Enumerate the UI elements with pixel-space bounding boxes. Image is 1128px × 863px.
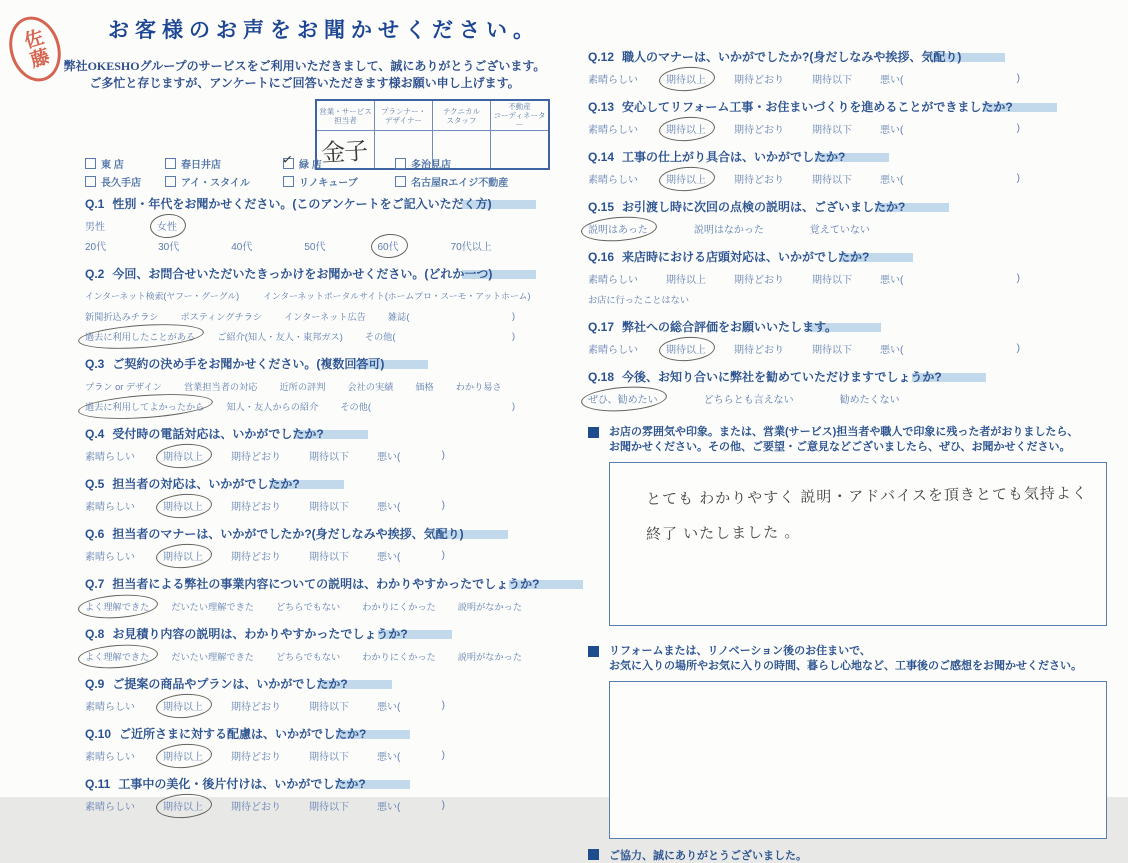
- question-text: 工事中の美化・後片付けは、いかがでしたか?: [118, 777, 366, 791]
- question-text: 工事の仕上がり具合は、いかがでしたか?: [622, 150, 846, 164]
- answer-option[interactable]: 説明はなかった: [693, 225, 764, 236]
- option-row: [85, 287, 585, 304]
- question-number: Q.8: [85, 627, 105, 641]
- question-block: [85, 477, 585, 514]
- square-bullet-icon: [588, 646, 599, 657]
- answer-option-selected[interactable]: 期待以上: [163, 798, 203, 813]
- closing-line: [588, 847, 1098, 863]
- handwritten-comment-line: とても わかりやすく 説明・アドバイスを頂きとても気持よく: [645, 484, 1088, 509]
- answer-option[interactable]: 期待以下: [309, 552, 349, 563]
- answer-option[interactable]: インターネット広告: [284, 311, 366, 322]
- paren-close: ): [441, 750, 445, 761]
- comment-heading-line2: お気に入りの場所やお気に入りの時間、暮らし心地など、工事後のご感想をお聞かせください。: [609, 660, 1082, 672]
- question-title: [85, 427, 585, 442]
- answer-option[interactable]: 会社の実績: [347, 381, 394, 392]
- question-number: Q.1: [85, 197, 105, 211]
- answer-option[interactable]: どちらとも言えない: [703, 395, 794, 406]
- answer-option[interactable]: 期待以下: [812, 175, 852, 186]
- answer-option[interactable]: 素晴らしい: [588, 275, 638, 286]
- option-row: [85, 397, 515, 414]
- answer-option[interactable]: 素晴らしい: [85, 502, 135, 513]
- question-text: お見積り内容の説明は、わかりやすかったでしょうか?: [112, 627, 408, 641]
- answer-option[interactable]: 素晴らしい: [588, 175, 638, 186]
- square-bullet-icon: [588, 849, 599, 860]
- square-bullet-icon: [588, 427, 599, 438]
- store-label: 長久手店: [101, 178, 141, 189]
- answer-option[interactable]: ご紹介(知人・友人・東邦ガス): [217, 331, 343, 342]
- answer-option[interactable]: 素晴らしい: [588, 75, 638, 86]
- paren-close: ): [1016, 73, 1020, 84]
- comment-section: [588, 644, 1098, 839]
- question-number: Q.4: [85, 427, 105, 441]
- question-title: [588, 250, 1098, 265]
- answer-option[interactable]: 期待どおり: [734, 125, 784, 136]
- store-label: リノキューブ: [299, 178, 358, 189]
- question-text: お引渡し時に次回の点検の説明は、ございましたか?: [622, 200, 906, 214]
- answer-option[interactable]: 30代: [158, 242, 180, 253]
- comment-heading-line1: お店の雰囲気や印象。または、営業(サービス)担当者や職人で印象に残った者がおりましたら、: [609, 426, 1079, 438]
- question-number: Q.17: [588, 320, 615, 334]
- option-row: [85, 497, 445, 514]
- option-row: [588, 170, 1020, 187]
- store-checkbox[interactable]: [281, 151, 294, 169]
- option-row: [85, 597, 585, 614]
- paren-close: ): [441, 800, 445, 811]
- question-title: [85, 197, 585, 212]
- store-checkbox[interactable]: [395, 176, 406, 187]
- question-block: [85, 527, 585, 564]
- comment-section: [588, 425, 1098, 626]
- handwritten-comment-line: 終了 いたしました 。: [645, 524, 801, 544]
- question-title: [85, 577, 585, 592]
- greeting-line-2: ご多忙と存じますが、アンケートにご回答いただきます様お願い申し上げます。: [89, 76, 520, 90]
- hanko-stamp: 佐藤: [1, 10, 68, 88]
- answer-option[interactable]: 新聞折込みチラシ: [85, 311, 159, 322]
- answer-option[interactable]: お店に行ったことはない: [588, 294, 690, 305]
- question-text: 受付時の電話対応は、いかがでしたか?: [112, 427, 324, 441]
- answer-option[interactable]: 期待どおり: [231, 802, 281, 813]
- answer-option[interactable]: 素晴らしい: [85, 752, 135, 763]
- answer-option[interactable]: 素晴らしい: [588, 125, 638, 136]
- page-title: お客様のお声をお聞かせください。: [108, 19, 540, 42]
- store-checkbox[interactable]: [283, 176, 294, 187]
- questions-column-left: [85, 197, 585, 827]
- checkmark-icon: ✓: [281, 151, 294, 168]
- question-number: Q.5: [85, 477, 105, 491]
- question-number: Q.15: [588, 200, 615, 214]
- store-checkbox[interactable]: [165, 176, 176, 187]
- option-row: [85, 797, 445, 814]
- answer-option[interactable]: 悪い(: [377, 452, 401, 463]
- question-block: [85, 677, 585, 714]
- answer-option[interactable]: 悪い(: [377, 502, 401, 513]
- question-text: 担当者の対応は、いかがでしたか?: [112, 477, 300, 491]
- answer-option[interactable]: 悪い(: [880, 125, 904, 136]
- greeting-text: [52, 58, 557, 92]
- answer-option[interactable]: わかりにくかった: [362, 651, 436, 662]
- paren-close: ): [441, 450, 445, 461]
- comment-heading-lines: [609, 425, 1078, 455]
- question-block: [85, 727, 585, 764]
- answer-option[interactable]: 営業担当者の対応: [183, 381, 258, 392]
- paren-close: ): [511, 310, 515, 321]
- answer-option-selected[interactable]: 期待以上: [163, 748, 203, 763]
- answer-option[interactable]: 価格: [415, 381, 434, 392]
- staff-column-label-line2: スタッフ: [446, 115, 477, 125]
- question-text: 職人のマナーは、いかがでしたか?(身だしなみや挨拶、気配り): [622, 50, 962, 64]
- question-number: Q.2: [85, 267, 105, 281]
- answer-option[interactable]: 期待以下: [309, 752, 349, 763]
- answer-option[interactable]: 期待以下: [812, 75, 852, 86]
- answer-option[interactable]: 勧めたくない: [839, 395, 900, 406]
- question-number: Q.11: [85, 777, 111, 791]
- answer-option[interactable]: 期待どおり: [734, 75, 784, 86]
- question-title: [85, 777, 585, 792]
- answer-option[interactable]: 素晴らしい: [85, 702, 135, 713]
- store-label: 多治見店: [411, 160, 451, 171]
- question-text: 今回、お問合せいただいたきっかけをお聞かせください。(どれか一つ): [112, 267, 493, 281]
- question-text: 安心してリフォーム工事・お住まいづくりを進めることができましたか?: [622, 100, 1013, 114]
- paren-close: ): [441, 700, 445, 711]
- store-option: [395, 174, 508, 189]
- staff-column-label-line2: デザイナー: [385, 115, 422, 125]
- question-text: 今後、お知り合いに弊社を勧めていただけますでしょうか?: [622, 370, 942, 384]
- option-row: [588, 220, 1098, 237]
- answer-option[interactable]: 悪い(: [377, 702, 401, 713]
- answer-option[interactable]: 悪い(: [377, 552, 401, 563]
- questions-column-right: [588, 50, 1098, 863]
- answer-option-selected[interactable]: 期待以上: [666, 121, 706, 136]
- question-block: [85, 777, 585, 814]
- answer-option-selected[interactable]: 過去に利用してよかったから: [85, 399, 204, 413]
- question-text: 来店時における店頭対応は、いかがでしたか?: [622, 250, 870, 264]
- paren-close: ): [1016, 273, 1020, 284]
- option-row: [85, 327, 515, 344]
- question-block: [588, 100, 1098, 137]
- answer-option[interactable]: 素晴らしい: [85, 552, 135, 563]
- answer-option[interactable]: その他(: [340, 401, 371, 412]
- staff-column-header: [375, 100, 433, 131]
- answer-option-selected[interactable]: 期待以上: [163, 698, 203, 713]
- question-block: [588, 370, 1098, 407]
- option-row: [588, 120, 1020, 137]
- option-row: [85, 307, 515, 324]
- answer-option[interactable]: 期待以下: [309, 502, 349, 513]
- store-checkbox[interactable]: [395, 158, 406, 169]
- question-number: Q.9: [85, 677, 105, 691]
- question-number: Q.3: [85, 357, 105, 371]
- question-block: [85, 427, 585, 464]
- answer-option[interactable]: 70代以上: [450, 242, 492, 253]
- answer-option[interactable]: 素晴らしい: [85, 802, 135, 813]
- answer-option[interactable]: 素晴らしい: [85, 452, 135, 463]
- question-block: [85, 197, 585, 254]
- answer-option[interactable]: だいたい理解できた: [171, 601, 254, 612]
- answer-option[interactable]: 期待以上: [666, 275, 706, 286]
- paren-close: ): [1016, 123, 1020, 134]
- question-title: [85, 477, 585, 492]
- answer-option-selected[interactable]: 期待以上: [163, 548, 203, 563]
- question-block: [85, 357, 585, 414]
- option-row: [85, 647, 585, 664]
- staff-column-label-line1: テクニカル: [442, 106, 481, 116]
- answer-option[interactable]: その他(: [364, 331, 396, 342]
- question-block: [588, 320, 1098, 357]
- store-label: 緑 店: [299, 160, 322, 171]
- paren-close: ): [511, 330, 515, 341]
- answer-option[interactable]: 期待以下: [812, 125, 852, 136]
- store-option: [283, 174, 395, 189]
- answer-option-selected[interactable]: よく理解できた: [85, 649, 149, 663]
- answer-option[interactable]: 説明がなかった: [457, 651, 523, 662]
- question-title: [85, 267, 585, 282]
- comment-textbox[interactable]: [609, 681, 1107, 839]
- closing-text: ご協力、誠にありがとうございました。: [609, 850, 807, 862]
- answer-option[interactable]: 期待以下: [812, 275, 852, 286]
- answer-option[interactable]: インターネット検索(ヤフー・グーグル): [85, 291, 240, 301]
- question-number: Q.6: [85, 527, 105, 541]
- comment-heading: [588, 425, 1098, 455]
- answer-option[interactable]: 期待どおり: [231, 502, 281, 513]
- answer-option[interactable]: 期待以下: [309, 452, 349, 463]
- question-title: [85, 357, 585, 372]
- option-row: [588, 390, 1098, 407]
- answer-option[interactable]: 近所の評判: [279, 381, 326, 392]
- answer-option[interactable]: わかりにくかった: [362, 601, 436, 612]
- answer-option[interactable]: 男性: [85, 222, 105, 233]
- answer-option[interactable]: 期待どおり: [231, 702, 281, 713]
- answer-option-selected[interactable]: 60代: [378, 238, 399, 253]
- staff-name-handwritten: 金子: [320, 137, 368, 168]
- question-title: [588, 320, 1098, 335]
- answer-option[interactable]: 悪い(: [880, 175, 904, 186]
- answer-option[interactable]: わかり易さ: [455, 381, 502, 392]
- answer-option[interactable]: どちらでもない: [276, 601, 341, 612]
- answer-option-selected[interactable]: 女性: [157, 218, 177, 233]
- store-label: アイ・スタイル: [181, 178, 250, 189]
- answer-option[interactable]: 期待どおり: [734, 175, 784, 186]
- answer-option-selected[interactable]: ぜひ、勧めたい: [588, 391, 658, 406]
- store-option: [85, 156, 165, 171]
- question-text: 担当者のマナーは、いかがでしたか?(身だしなみや挨拶、気配り): [112, 527, 464, 541]
- paren-close: ): [511, 400, 515, 411]
- answer-option-selected[interactable]: 期待以上: [163, 448, 203, 463]
- answer-option[interactable]: どちらでもない: [276, 651, 341, 662]
- answer-option[interactable]: 悪い(: [377, 752, 401, 763]
- question-title: [588, 370, 1098, 385]
- answer-option[interactable]: 知人・友人からの紹介: [226, 401, 319, 412]
- answer-option-selected[interactable]: 期待以上: [666, 171, 706, 186]
- answer-option[interactable]: 40代: [231, 242, 253, 253]
- question-title: [85, 527, 585, 542]
- comment-heading-lines: [609, 644, 1082, 674]
- question-number: Q.13: [588, 100, 615, 114]
- greeting-line-1: 弊社OKESHOグループのサービスをご利用いただきまして、誠にありがとうございます。: [63, 59, 546, 73]
- answer-option-selected[interactable]: 期待以上: [163, 498, 203, 513]
- store-option: [165, 174, 283, 189]
- answer-option[interactable]: インターネットポータルサイト(ホームプロ・スーモ・アットホーム): [263, 291, 531, 301]
- answer-option-selected[interactable]: 期待以上: [666, 71, 706, 86]
- question-number: Q.12: [588, 50, 615, 64]
- answer-option[interactable]: 20代: [85, 242, 107, 253]
- option-row: [588, 290, 1098, 307]
- staff-column-header: [316, 100, 375, 131]
- store-checkbox[interactable]: [85, 176, 96, 187]
- store-option: [85, 174, 165, 189]
- answer-option-selected[interactable]: よく理解できた: [85, 599, 149, 613]
- comment-heading: [588, 644, 1098, 674]
- staff-column-label-line2: コーディネーター: [493, 111, 546, 129]
- question-title: [588, 150, 1098, 165]
- question-block: [588, 50, 1098, 87]
- answer-option[interactable]: 期待以下: [309, 702, 349, 713]
- staff-column-label-line1: 営業・サービス: [319, 106, 372, 116]
- question-text: ご契約の決め手をお聞かせください。(複数回答可): [112, 357, 385, 371]
- answer-option[interactable]: 期待どおり: [734, 275, 784, 286]
- option-row: [588, 70, 1020, 87]
- store-option: [165, 156, 283, 171]
- store-option: [395, 156, 508, 171]
- staff-column-label-line1: 不動産: [508, 102, 531, 111]
- option-row: [85, 747, 445, 764]
- store-checkbox[interactable]: [85, 158, 96, 169]
- option-row: [588, 270, 1020, 287]
- question-number: Q.7: [85, 577, 105, 591]
- question-title: [588, 50, 1098, 65]
- comment-sections: [588, 425, 1098, 839]
- answer-option-selected[interactable]: 過去に利用したことがある: [85, 329, 195, 343]
- store-row: [85, 174, 508, 189]
- store-checkbox[interactable]: [165, 158, 176, 169]
- paren-close: ): [1016, 343, 1020, 354]
- staff-column-label-line1: プランナー・: [381, 106, 426, 116]
- paren-close: ): [1016, 173, 1020, 184]
- answer-option[interactable]: 雑誌(: [387, 311, 410, 322]
- staff-column-label-line2: 担当者: [334, 115, 357, 125]
- option-row: [85, 377, 585, 394]
- answer-option[interactable]: 期待どおり: [231, 552, 281, 563]
- option-row: [588, 340, 1020, 357]
- option-row: [85, 547, 445, 564]
- answer-option[interactable]: 悪い(: [880, 345, 904, 356]
- option-row: [85, 447, 445, 464]
- answer-option-selected[interactable]: 説明はあった: [588, 221, 648, 236]
- question-number: Q.10: [85, 727, 112, 741]
- comment-heading-line1: リフォームまたは、リノベーション後のお住まいで、: [609, 645, 871, 657]
- option-row: [85, 217, 585, 234]
- option-row: [85, 237, 585, 254]
- answer-option[interactable]: 期待どおり: [231, 752, 281, 763]
- question-title: [85, 627, 585, 642]
- question-title: [588, 200, 1098, 215]
- question-block: [588, 250, 1098, 307]
- answer-option[interactable]: 期待以下: [812, 345, 852, 356]
- questions-right-list: [588, 50, 1098, 407]
- store-label: 名古屋Rエイジ不動産: [411, 178, 509, 189]
- answer-option[interactable]: 期待どおり: [734, 345, 784, 356]
- question-block: [588, 200, 1098, 237]
- question-title: [85, 727, 585, 742]
- answer-option[interactable]: 期待以下: [309, 802, 349, 813]
- answer-option[interactable]: 悪い(: [880, 75, 904, 86]
- option-row: [85, 697, 445, 714]
- answer-option[interactable]: 50代: [304, 242, 326, 253]
- answer-option-selected[interactable]: 期待以上: [666, 341, 706, 356]
- answer-option[interactable]: 悪い(: [377, 802, 401, 813]
- answer-option[interactable]: 素晴らしい: [588, 345, 638, 356]
- answer-option[interactable]: ポスティングチラシ: [180, 311, 263, 322]
- answer-option[interactable]: 期待どおり: [231, 452, 281, 463]
- question-text: ご提案の商品やプランは、いかがでしたか?: [112, 677, 348, 691]
- question-block: [85, 267, 585, 344]
- answer-option[interactable]: 悪い(: [880, 275, 904, 286]
- answer-option[interactable]: プラン or デザイン: [85, 381, 162, 392]
- question-text: 担当者による弊社の事業内容についての説明は、わかりやすかったでしょうか?: [112, 577, 540, 591]
- staff-column-header: [491, 100, 550, 131]
- question-block: [588, 150, 1098, 187]
- question-text: ご近所さまに対する配慮は、いかがでしたか?: [119, 727, 367, 741]
- store-label: 春日井店: [181, 160, 221, 171]
- answer-option[interactable]: 覚えていない: [809, 225, 870, 236]
- paren-close: ): [441, 550, 445, 561]
- store-label: 東 店: [101, 160, 124, 171]
- question-number: Q.18: [588, 370, 615, 384]
- answer-option[interactable]: 説明がなかった: [457, 601, 523, 612]
- question-block: [85, 627, 585, 664]
- question-title: [588, 100, 1098, 115]
- paren-close: ): [441, 500, 445, 511]
- question-block: [85, 577, 585, 614]
- answer-option[interactable]: だいたい理解できた: [171, 651, 254, 662]
- question-text: 性別・年代をお聞かせください。(このアンケートをご記入いただく方): [112, 197, 492, 211]
- staff-column-header: [433, 100, 491, 131]
- comment-textbox[interactable]: [609, 462, 1107, 626]
- question-number: Q.14: [588, 150, 615, 164]
- comment-heading-line2: お聞かせください。その他、ご要望・ご意見などございましたら、ぜひ、お聞かせください。: [609, 441, 1071, 453]
- question-number: Q.16: [588, 250, 615, 264]
- question-title: [85, 677, 585, 692]
- question-text: 弊社への総合評価をお願いいたします。: [622, 320, 838, 334]
